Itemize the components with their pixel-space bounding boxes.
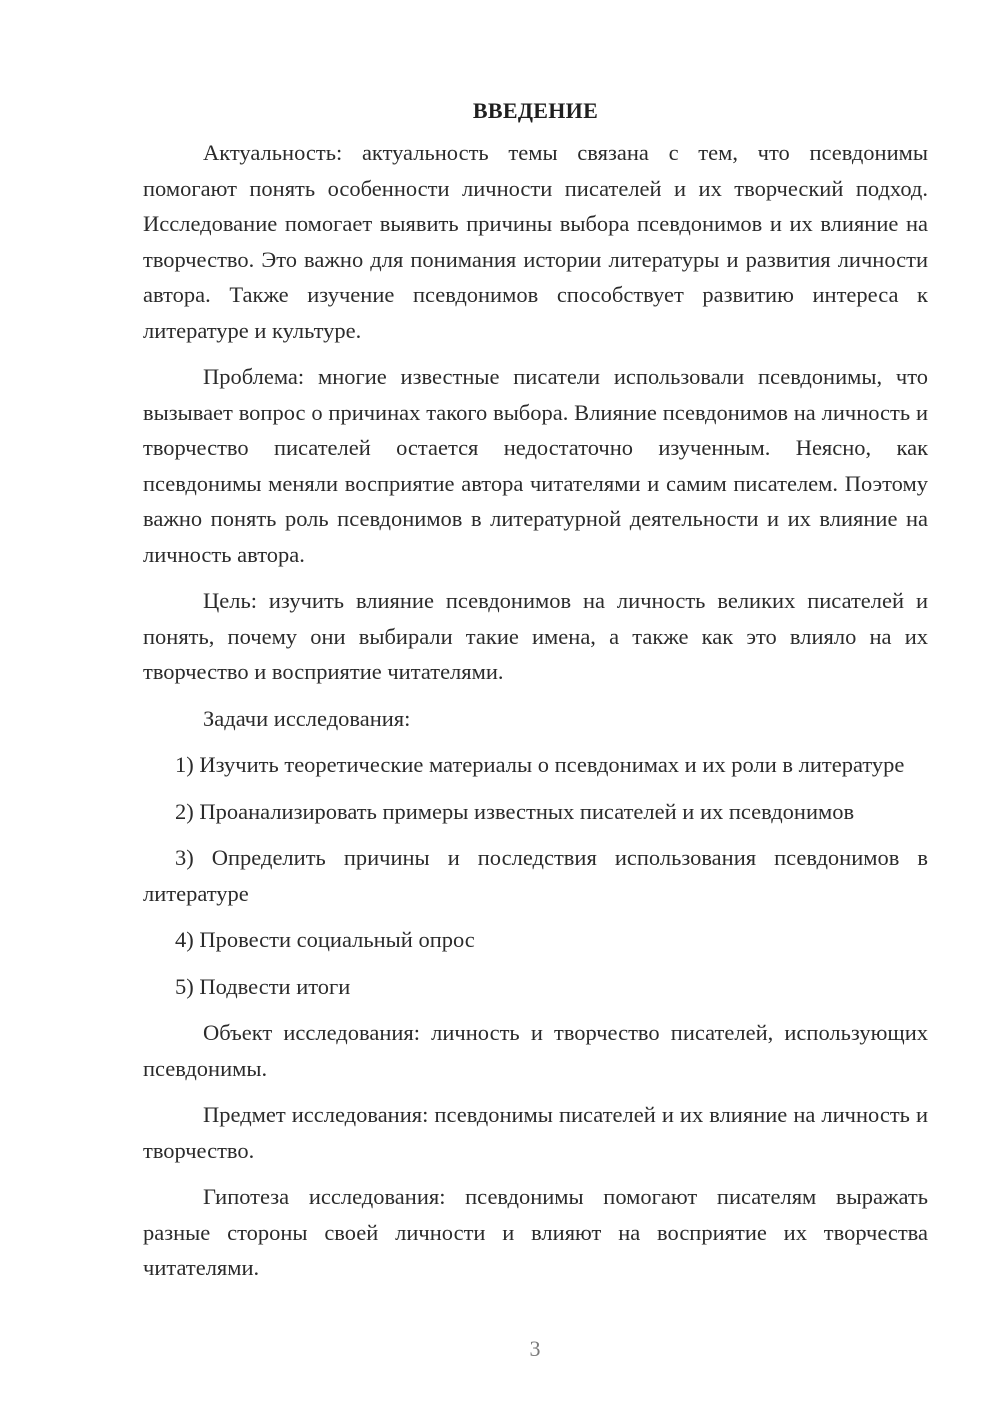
page-title: ВВЕДЕНИЕ — [472, 98, 599, 123]
task-item-1: 1) Изучить теоретические материалы о псевдонимах и их роли в литературе — [175, 752, 905, 777]
paragraph-problem: Проблема: многие известные писатели использовали псевдонимы, что вызывает вопрос о причинах такого выбора. Влияние псевдонимов на личность и творчество писателей остается недостаточно изученным. Неясно, как псевдонимы меняли восприятие автора читателями и самим писателем. Поэтому важно понять роль псевдонимов в литературной деятельности и их влияние на личность автора. — [143, 364, 928, 567]
task-item-3: 3) Определить причины и последствия использования псевдонимов в литературе — [143, 845, 928, 906]
task-item-2: 2) Проанализировать примеры известных писателей и их псевдонимов — [175, 798, 855, 824]
paragraph-goal: Цель: изучить влияние псевдонимов на личность великих писателей и понять, почему они выбирали такие имена, а также как это влияло на их творчество и восприятие читателями. — [143, 588, 928, 684]
task-item-4: 4) Провести социальный опрос — [175, 927, 475, 952]
paragraph-relevance: Актуальность: актуальность темы связана с тем, что псевдонимы помогают понять особенности личности писателей и их творческий подход. Исследование помогает выявить причины выбора псевдонимов и их влияние на творчество. Это важно для понимания истории литературы и развития личности автора. Также изучение псевдонимов способствует развитию интереса к литературе и культуре. — [143, 140, 928, 343]
task-item-5: 5) Подвести итоги — [175, 973, 351, 999]
document-body — [143, 95, 928, 1297]
paragraph-hypothesis: Гипотеза исследования: псевдонимы помогают писателям выражать разные стороны своей личности и влияют на восприятие их творчества читателями. — [143, 1184, 928, 1280]
page-number: 3 — [529, 1336, 541, 1361]
paragraph-object: Объект исследования: личность и творчество писателей, использующих псевдонимы. — [143, 1020, 928, 1081]
paragraph-subject: Предмет исследования: псевдонимы писателей и их влияние на личность и творчество. — [143, 1102, 928, 1163]
tasks-heading: Задачи исследования: — [203, 705, 411, 731]
